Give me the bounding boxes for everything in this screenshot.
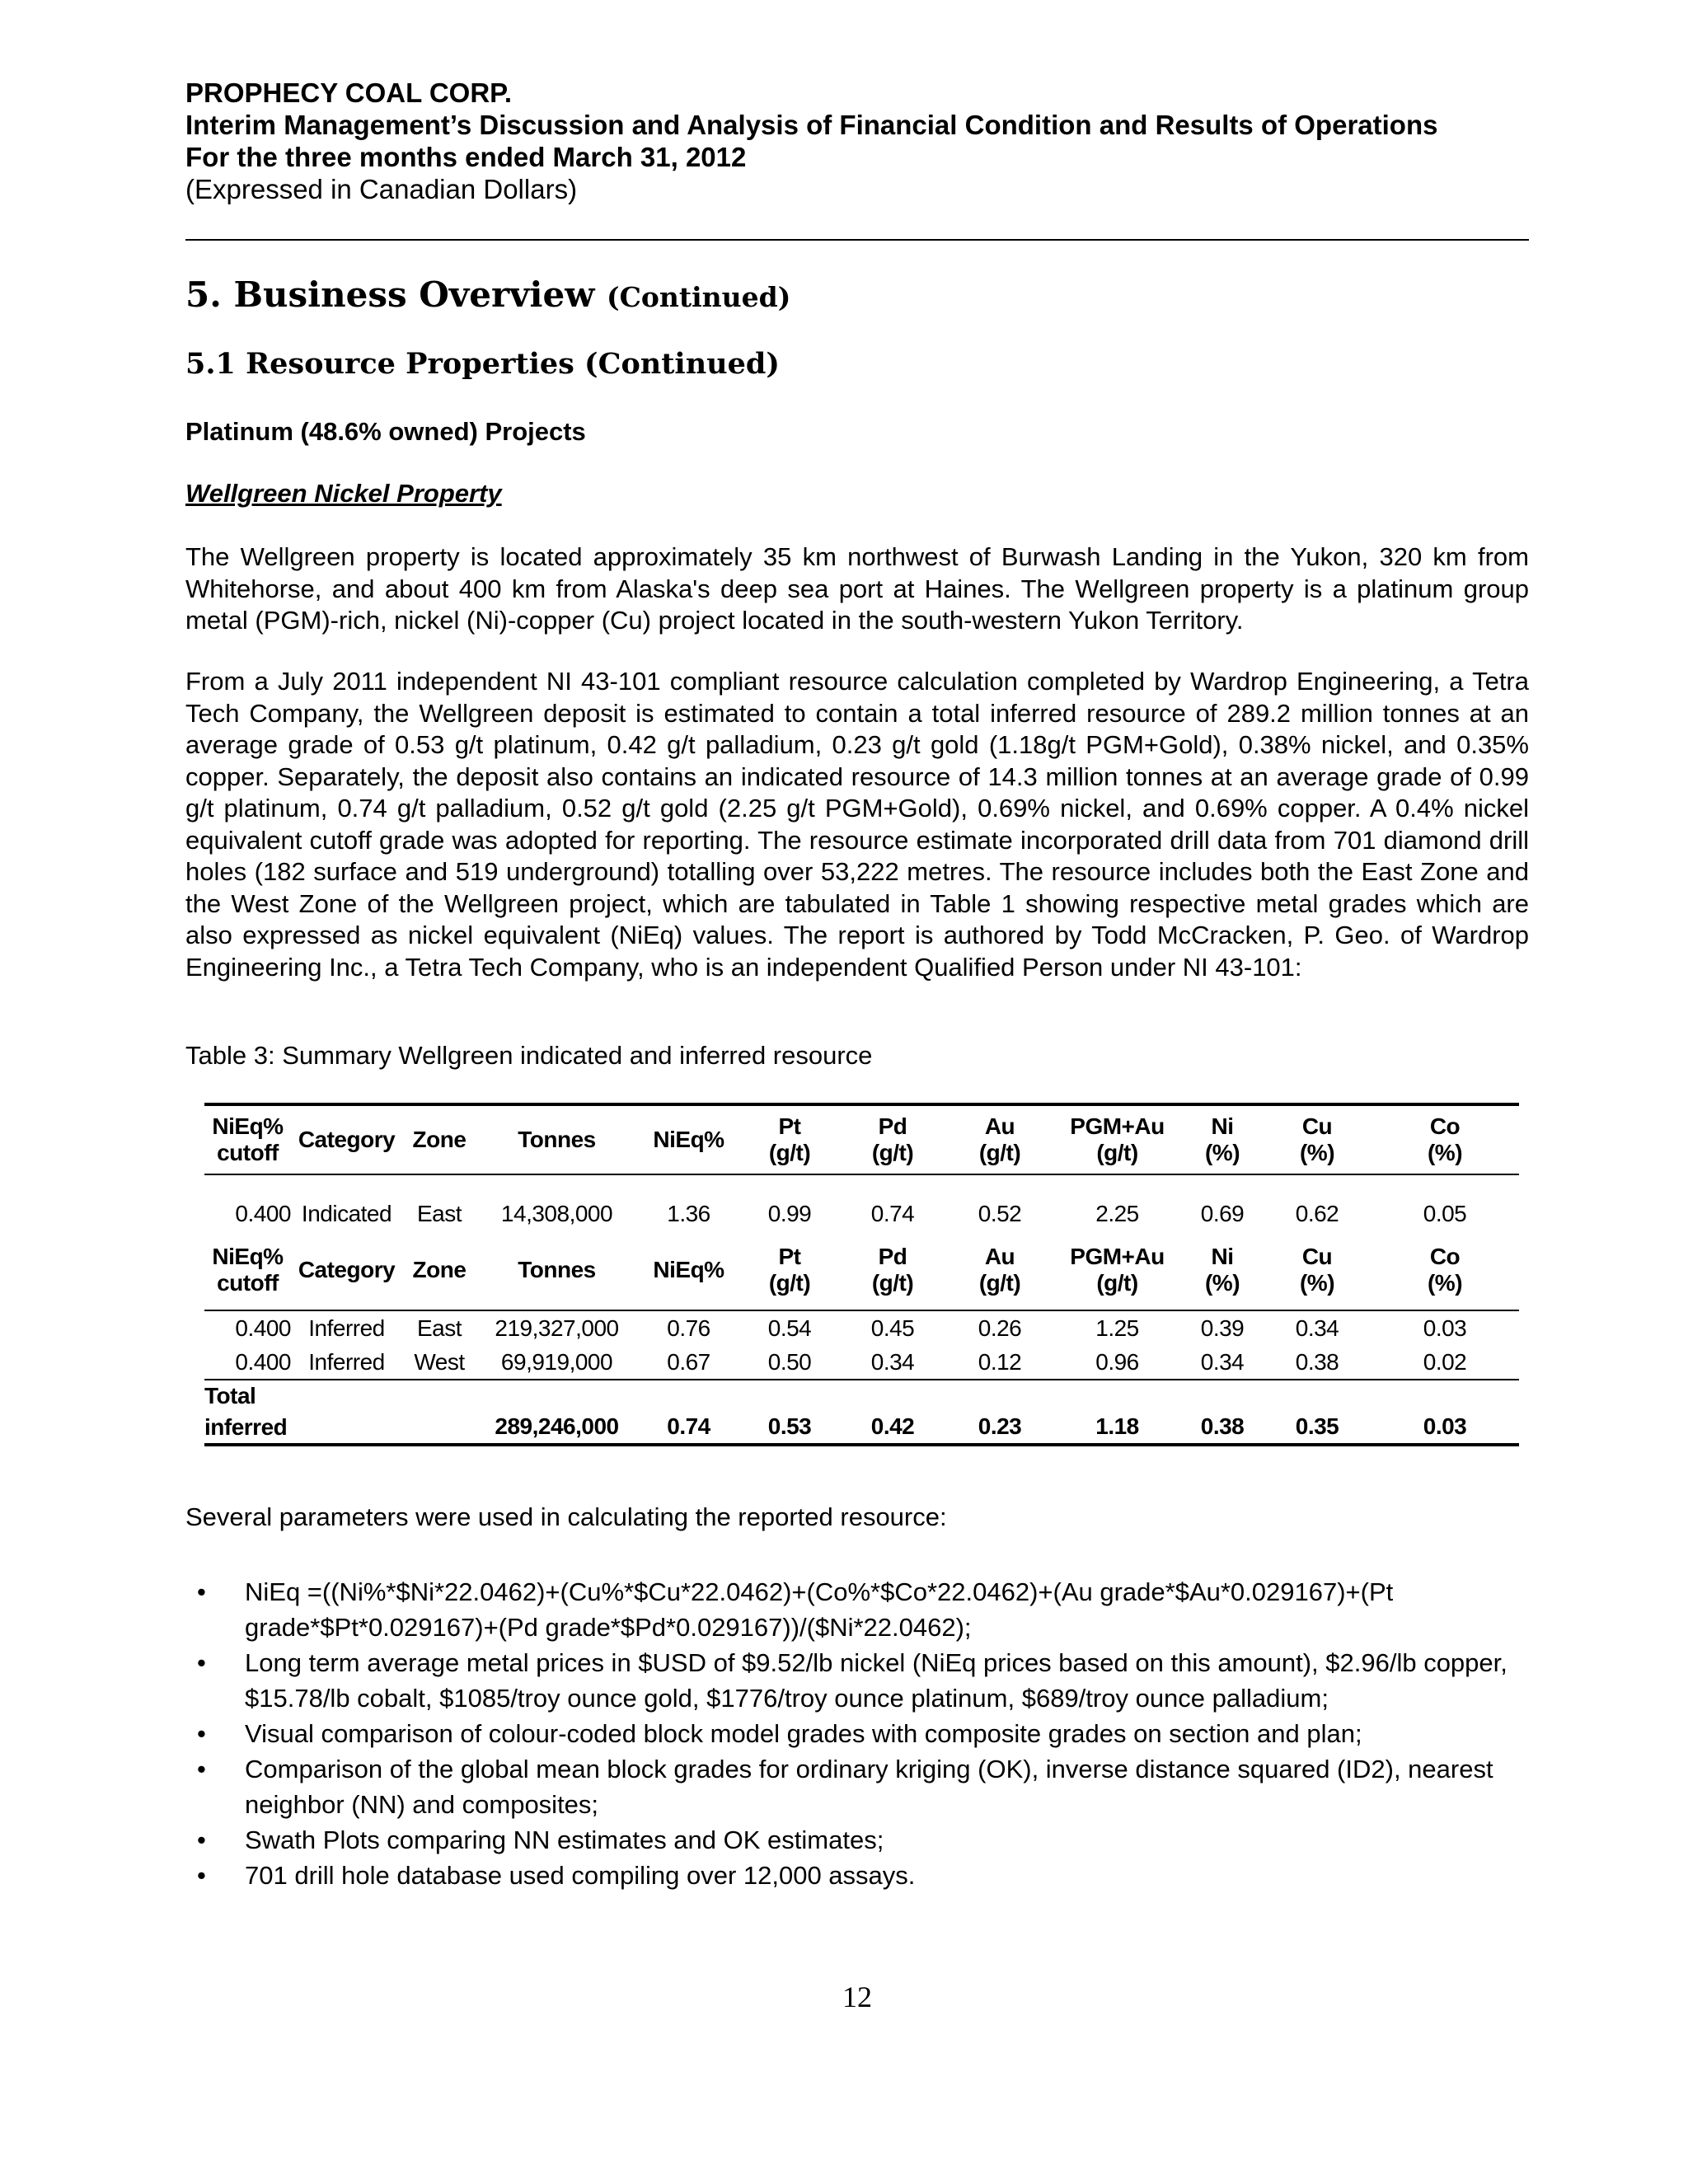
header-text: Pt [778,1244,801,1269]
header-text: NiEq% [212,1113,284,1139]
list-item-text: NiEq =((Ni%*$Ni*22.0462)+(Cu%*$Cu*22.0462)+(Co%*$Co*22.0462)+(Au grade*$Au*0.029167)+(Pt grade*$Pt*0.029167)+(Pd grade*$Pd*0.029167))/($Ni*22.0462); [245,1577,1394,1642]
col-nieq-header: NiEq% [637,1104,740,1174]
cell-pd: 0.45 [870,1315,915,1341]
cell-nieq: 0.76 [667,1315,710,1341]
col-tonnes-header: Tonnes [476,1104,637,1174]
header-text: Pt [778,1113,801,1139]
cell-pgm: 1.18 [1053,1380,1181,1445]
header-text: (%) [1204,1270,1240,1296]
col-pt-header [740,1230,839,1310]
cell-cutoff: 0.400 [235,1315,291,1341]
bullet-icon: • [197,1755,206,1783]
header-text: (g/t) [871,1140,914,1165]
cell-pd: 0.34 [870,1348,915,1375]
col-cutoff-header [204,1104,291,1174]
header-text: Pd [878,1244,907,1269]
list-item [185,1751,1529,1822]
header-text: PGM+Au [1070,1113,1165,1139]
cell-cu: 0.38 [1295,1348,1339,1375]
report-currency: (Expressed in Canadian Dollars) [185,174,578,204]
parameters-list [185,1574,1529,1893]
cell-cu: 0.62 [1295,1200,1339,1226]
col-cutoff-header [204,1230,291,1310]
header-text: PGM+Au [1070,1244,1165,1269]
list-item [185,1574,1529,1645]
table-header-indicated [204,1104,1519,1174]
header-text: (g/t) [768,1140,811,1165]
header-text: (g/t) [768,1270,811,1296]
cell-pt: 0.54 [767,1315,812,1341]
header-text: Ni [1211,1113,1234,1139]
page-number: 12 [842,1980,872,2013]
cell-category: Indicated [301,1200,392,1226]
cell-au: 0.26 [978,1315,1022,1341]
header-text: (%) [1427,1270,1463,1296]
cell-pt: 0.53 [740,1380,839,1445]
cell-pt: 0.99 [767,1200,812,1226]
cell-au: 0.12 [978,1348,1022,1375]
col-tonnes-header: Tonnes [476,1230,637,1310]
cell-ni: 0.39 [1200,1315,1245,1341]
bullet-icon: • [197,1719,206,1748]
cell-au: 0.23 [946,1380,1053,1445]
header-text: Pd [878,1113,907,1139]
report-period: For the three months ended March 31, 2012 [185,142,747,172]
table-row-indicated [204,1197,1519,1230]
bullet-icon: • [197,1861,206,1890]
cell-zone: West [414,1348,465,1375]
cell-ni: 0.69 [1200,1200,1245,1226]
cell-zone: East [416,1315,462,1341]
header-text: (g/t) [1096,1140,1138,1165]
parameters-intro: Several parameters were used in calculating the reported resource: [185,1502,947,1531]
cell-cutoff: 0.400 [235,1348,291,1375]
header-text: Cu [1301,1244,1333,1269]
list-item-text: Comparison of the global mean block grades for ordinary kriging (OK), inverse distance squared (ID2), nearest neighbor (NN) and composites; [245,1755,1493,1819]
header-text: Au [984,1244,1015,1269]
list-item-text: 701 drill hole database used compiling over 12,000 assays. [245,1861,916,1890]
total-label-line: inferred [204,1414,288,1440]
cell-tonnes: 14,308,000 [500,1200,613,1226]
cell-tonnes: 289,246,000 [476,1380,637,1445]
cell-category: Inferred [308,1315,385,1341]
header-text: Ni [1211,1244,1234,1269]
cell-co: 0.03 [1371,1380,1519,1445]
projects-heading: Platinum (48.6% owned) Projects [185,417,586,446]
cell-tonnes: 219,327,000 [495,1315,619,1341]
list-item-text: Swath Plots comparing NN estimates and OK estimates; [245,1825,884,1854]
header-text: (%) [1427,1140,1463,1165]
cell-ni: 0.34 [1200,1348,1245,1375]
col-pd-header [839,1230,946,1310]
resource-table [204,1103,1519,1446]
header-text: (%) [1204,1140,1240,1165]
table-header-inferred [204,1230,1519,1310]
cell-ni: 0.38 [1181,1380,1264,1445]
col-cu-header [1264,1230,1371,1310]
section-heading-text: 5. Business Overview [185,274,595,315]
subsection-heading: 5.1 Resource Properties (Continued) [185,347,780,381]
table-spacer [204,1174,1519,1197]
cell-pgm: 1.25 [1095,1315,1139,1341]
header-text: cutoff [217,1270,279,1296]
list-item-text: Long term average metal prices in $USD of $9.52/lb nickel (NiEq prices based on this amount), $2.96/lb copper, $15.78/lb cobalt, $1085/troy ounce gold, $1776/troy ounce platinum, $689/troy ounce palladium; [245,1648,1507,1713]
table-row-inferred [204,1345,1519,1380]
cell-nieq: 0.67 [667,1348,710,1375]
paragraph-resource: From a July 2011 independent NI 43-101 compliant resource calculation completed by Wardrop Engineering, a Tetra Tech Company, the Wellgreen deposit is estimated to contain a total inferred resource of 289.2 million tonnes at an average grade of 0.53 g/t platinum, 0.42 g/t palladium, 0.23 g/t gold (1.18g/t PGM+Gold), 0.38% nickel, and 0.35% copper. Separately, the deposit also contains an indicated resource of 14.3 million tonnes at an average grade of 0.99 g/t platinum, 0.74 g/t palladium, 0.52 g/t gold (2.25 g/t PGM+Gold), 0.69% nickel, and 0.69% copper. A 0.4% nickel equivalent cutoff grade was adopted for reporting. The resource estimate incorporated drill data from 701 diamond drill holes (182 surface and 519 underground) totalling over 53,222 metres. The resource includes both the East Zone and the West Zone of the Wellgreen project, which are tabulated in Table 1 showing respective metal grades which are also expressed as nickel equivalent (NiEq) values. The report is authored by Todd McCracken, P. Geo. of Wardrop Engineering Inc., a Tetra Tech Company, who is an independent Qualified Person under NI 43-101: [185,667,1529,982]
cell-nieq: 1.36 [667,1200,710,1226]
list-item [185,1822,1529,1858]
company-name: PROPHECY COAL CORP. [185,77,513,108]
report-title: Interim Management’s Discussion and Analysis of Financial Condition and Results of Operations [185,110,1438,140]
cell-cutoff: 0.400 [235,1200,291,1226]
cell-zone: East [416,1200,462,1226]
list-item [185,1716,1529,1751]
col-cu-header [1264,1104,1371,1174]
cell-cu: 0.35 [1264,1380,1371,1445]
col-co-header [1371,1104,1519,1174]
col-pt-header [740,1104,839,1174]
cell-pd: 0.74 [870,1200,915,1226]
header-text: (g/t) [1096,1270,1138,1296]
col-co-header [1371,1230,1519,1310]
col-nieq-header: NiEq% [637,1230,740,1310]
header-text: (%) [1299,1270,1335,1296]
paragraph-location: The Wellgreen property is located approximately 35 km northwest of Burwash Landing in the Yukon, 320 km from Whitehorse, and about 400 km from Alaska's deep sea port at Haines. The Wellgreen property is a platinum group metal (PGM)-rich, nickel (Ni)-copper (Cu) project located in the south-western Yukon Territory. [185,542,1529,635]
list-item-text: Visual comparison of colour-coded block model grades with composite grades on section and plan; [245,1719,1362,1748]
col-category-header: Category [291,1104,402,1174]
col-pgm-header [1053,1230,1181,1310]
cell-category: Inferred [308,1348,385,1375]
col-au-header [946,1230,1053,1310]
section-heading [185,274,790,319]
cell-nieq: 0.74 [637,1380,740,1445]
col-ni-header [1181,1104,1264,1174]
header-text: (g/t) [978,1140,1021,1165]
bullet-icon: • [197,1825,206,1854]
table-row-total [204,1380,1519,1445]
table-row-inferred [204,1310,1519,1345]
cell-co: 0.02 [1423,1348,1467,1375]
header-divider [185,239,1529,241]
header-text: (g/t) [978,1270,1021,1296]
cell-cu: 0.34 [1295,1315,1339,1341]
section-heading-suffix: (Continued) [606,281,791,313]
col-zone-header: Zone [402,1104,476,1174]
header-text: Cu [1301,1113,1333,1139]
bullet-icon: • [197,1648,206,1677]
header-text: (g/t) [871,1270,914,1296]
cell-pgm: 2.25 [1095,1200,1139,1226]
col-pd-header [839,1104,946,1174]
header-text: (%) [1299,1140,1335,1165]
cell-co: 0.05 [1423,1200,1467,1226]
col-au-header [946,1104,1053,1174]
header-text: Co [1429,1113,1461,1139]
bullet-icon: • [197,1577,206,1606]
cell-co: 0.03 [1423,1315,1467,1341]
property-heading: Wellgreen Nickel Property [185,479,502,508]
cell-total-label [204,1380,476,1445]
table-caption: Table 3: Summary Wellgreen indicated and inferred resource [185,1041,873,1070]
total-label-line: Total [204,1383,256,1408]
col-zone-header: Zone [402,1230,476,1310]
header-text: NiEq% [212,1244,284,1269]
header-text: Au [984,1113,1015,1139]
header-text: cutoff [217,1140,279,1165]
list-item [185,1858,1529,1893]
cell-pd: 0.42 [839,1380,946,1445]
cell-au: 0.52 [978,1200,1022,1226]
cell-pgm: 0.96 [1095,1348,1139,1375]
col-pgm-header [1053,1104,1181,1174]
header-text: Co [1429,1244,1461,1269]
col-category-header: Category [291,1230,402,1310]
cell-pt: 0.50 [767,1348,812,1375]
list-item [185,1645,1529,1716]
col-ni-header [1181,1230,1264,1310]
cell-tonnes: 69,919,000 [500,1348,613,1375]
